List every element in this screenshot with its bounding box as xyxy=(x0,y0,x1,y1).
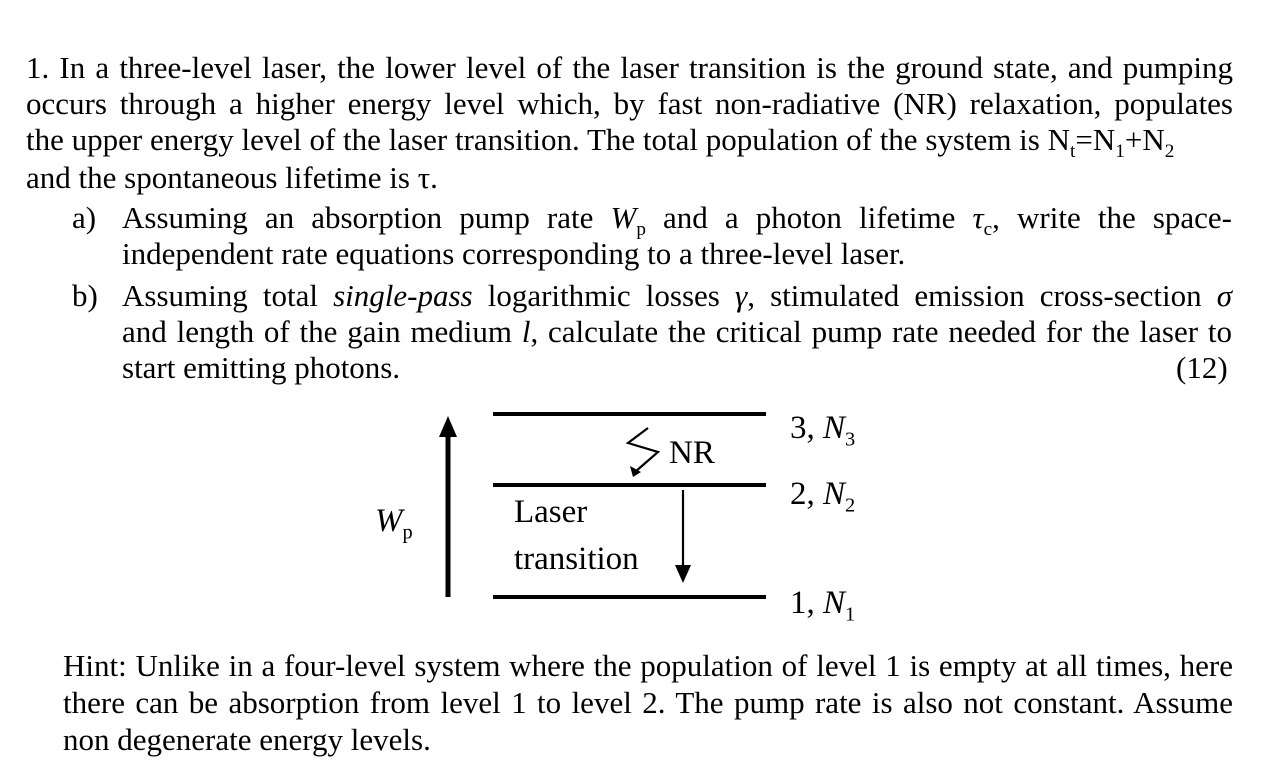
hint-line-1 xyxy=(63,648,1233,684)
level-1-sub: 1 xyxy=(845,603,856,626)
population-1-sub: 1 xyxy=(1115,141,1125,163)
photon-lifetime-sub: c xyxy=(983,219,993,241)
population-n1: N xyxy=(1092,122,1116,157)
part-b-text-5: , calculate the critical pump rate needed for the laser to xyxy=(530,314,1232,349)
population-n2: N xyxy=(1142,122,1165,157)
hint-line-3 xyxy=(63,722,431,758)
level-1-n: N xyxy=(823,585,846,621)
level-2-label xyxy=(790,475,856,517)
nr-decay-arrow xyxy=(628,428,658,472)
question-intro-4: and the spontaneous lifetime is τ. xyxy=(26,160,438,195)
laser-arrow-head xyxy=(675,565,691,583)
level-3-sub: 3 xyxy=(845,428,856,451)
level-2-sub: 2 xyxy=(845,494,856,517)
pump-label xyxy=(375,502,413,544)
population-t-sub: t xyxy=(1070,141,1076,163)
question-number: 1. xyxy=(26,50,50,85)
part-a-marker: a) xyxy=(72,200,97,235)
level-3-num: 3, xyxy=(790,410,823,446)
transition-label-2: transition xyxy=(514,541,639,577)
part-b-text-3: , stimulated emission cross-section xyxy=(747,278,1217,313)
population-eq-sign: = xyxy=(1075,122,1093,157)
transition-label-1: Laser xyxy=(514,494,588,530)
pump-rate-sub: p xyxy=(636,219,646,241)
level-1-num: 1, xyxy=(790,585,823,621)
nr-label: NR xyxy=(669,435,715,471)
hint-text-3: non degenerate energy levels. xyxy=(63,722,431,757)
population-2-sub: 2 xyxy=(1164,141,1175,163)
marks: (12) xyxy=(1176,350,1228,385)
hint-line-2 xyxy=(63,685,1233,721)
cross-section-symbol: σ xyxy=(1216,278,1232,313)
pump-rate-symbol: W xyxy=(610,200,637,235)
part-b-marker: b) xyxy=(72,278,98,313)
level-2-n: N xyxy=(823,476,846,512)
question-intro-1: In a three-level laser, the lower level of the laser transition is the ground state, and pumping xyxy=(59,50,1234,85)
population-plus: + xyxy=(1124,122,1143,157)
part-b-text-2: logarithmic losses xyxy=(472,278,735,313)
pump-label-sub: p xyxy=(402,521,413,544)
part-a-text-2: and a photon lifetime xyxy=(645,200,973,235)
part-a-text-4: independent rate equations corresponding to a three-level laser. xyxy=(122,236,906,271)
part-b-text-4: and length of the gain medium xyxy=(122,314,522,349)
level-1-label xyxy=(790,584,856,626)
question-intro-2: occurs through a higher energy level which, by fast non-radiative (NR) relaxation, populates xyxy=(26,86,1233,121)
part-a-text-3: , write the space- xyxy=(992,200,1232,235)
loss-symbol: γ xyxy=(734,278,748,313)
hint-text-2: there can be absorption from level 1 to level 2. The pump rate is also not constant. Assume xyxy=(63,685,1233,720)
level-3-label xyxy=(790,409,856,451)
level-3-n: N xyxy=(823,410,846,446)
part-a-text-1: Assuming an absorption pump rate xyxy=(122,200,611,235)
part-b-text-1: Assuming total xyxy=(122,278,334,313)
photon-lifetime-symbol: τ xyxy=(972,200,984,235)
part-b-text-6: start emitting photons. xyxy=(122,350,401,385)
pump-label-w: W xyxy=(375,503,403,539)
question-intro-3: the upper energy level of the laser transition. The total population of the system is N xyxy=(26,122,1070,157)
level-2-num: 2, xyxy=(790,476,823,512)
single-pass-text: single-pass xyxy=(333,278,473,313)
pump-arrow-head xyxy=(439,416,457,437)
length-symbol: l xyxy=(521,314,531,349)
hint-text-1: Hint: Unlike in a four-level system where the population of level 1 is empty at all times, here xyxy=(63,648,1233,683)
